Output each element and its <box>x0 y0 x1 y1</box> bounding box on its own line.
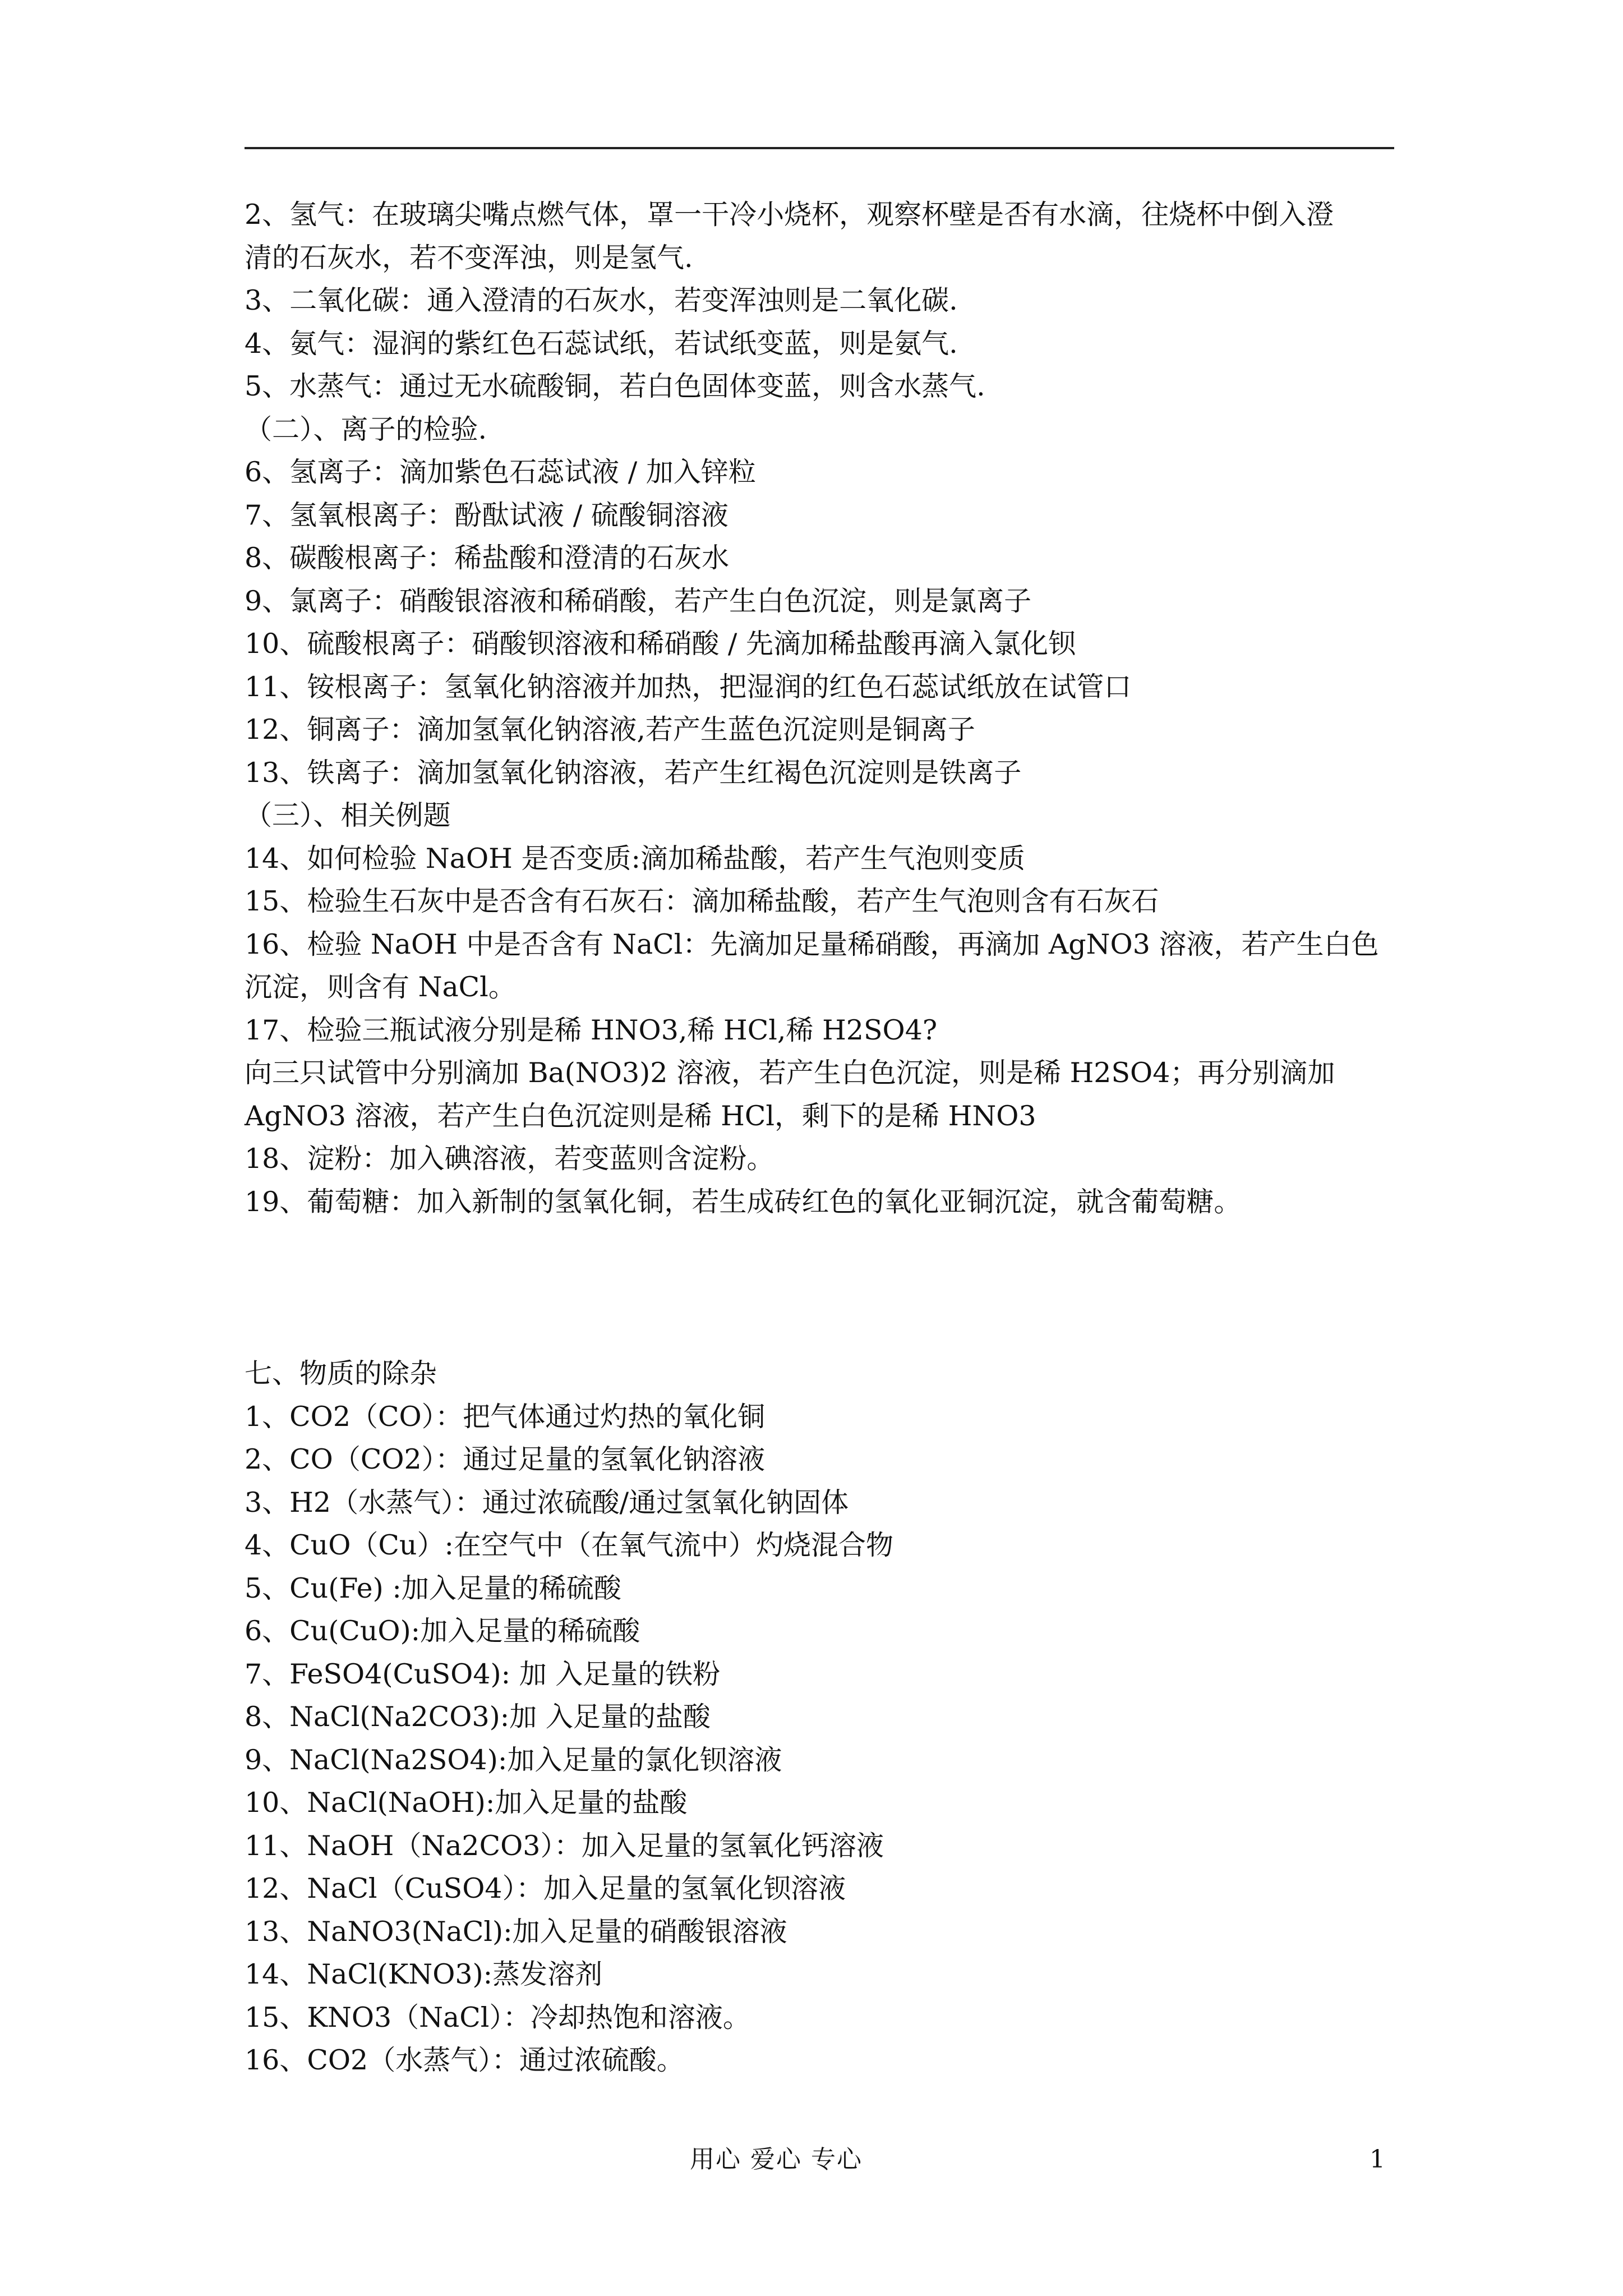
text-line: 15、检验生石灰中是否含有石灰石：滴加稀盐酸，若产生气泡则含有石灰石 <box>245 885 1159 917</box>
text-line: 14、如何检验 NaOH 是否变质:滴加稀盐酸，若产生气泡则变质 <box>245 842 1026 875</box>
text-line: 7、FeSO4(CuSO4): 加 入足量的铁粉 <box>245 1658 721 1690</box>
text-line: 6、Cu(CuO):加入足量的稀硫酸 <box>245 1615 640 1647</box>
text-line: 12、NaCl（CuSO4）：加入足量的氢氧化钡溶液 <box>245 1872 846 1904</box>
section-detection <box>245 194 1394 1223</box>
text-line: 沉淀，则含有 NaCl。 <box>245 971 516 1003</box>
text-line: 11、铵根离子：氢氧化钠溶液并加热，把湿润的红色石蕊试纸放在试管口 <box>245 670 1132 703</box>
text-line: 13、NaNO3(NaCl):加入足量的硝酸银溶液 <box>245 1915 787 1948</box>
text-line: 16、检验 NaOH 中是否含有 NaCl：先滴加足量稀硝酸，再滴加 AgNO3 溶液，若产生白色 <box>245 928 1379 960</box>
text-line: 8、碳酸根离子：稀盐酸和澄清的石灰水 <box>245 542 730 574</box>
text-line: 5、水蒸气：通过无水硫酸铜，若白色固体变蓝，则含水蒸气. <box>245 370 985 402</box>
text-line: AgNO3 溶液，若产生白色沉淀则是稀 HCl，剩下的是稀 HNO3 <box>245 1099 1036 1132</box>
text-line: 3、二氧化碳：通入澄清的石灰水，若变浑浊则是二氧化碳. <box>245 284 958 316</box>
section-gap <box>245 1223 1394 1352</box>
text-line: 14、NaCl(KNO3):蒸发溶剂 <box>245 1958 603 1990</box>
text-line: 12、铜离子：滴加氢氧化钠溶液,若产生蓝色沉淀则是铜离子 <box>245 714 975 746</box>
text-line: 10、硫酸根离子：硝酸钡溶液和稀硝酸 / 先滴加稀盐酸再滴入氯化钡 <box>245 628 1076 660</box>
page-number: 1 <box>1370 2145 1385 2174</box>
document-body <box>245 194 1394 2082</box>
header-rule <box>245 147 1394 149</box>
section-impurity-removal <box>245 1352 1394 2082</box>
section-title: 七、物质的除杂 <box>245 1358 437 1389</box>
text-line: 2、CO（CO2）：通过足量的氢氧化钠溶液 <box>245 1443 766 1475</box>
text-line: 8、NaCl(Na2CO3):加 入足量的盐酸 <box>245 1701 711 1733</box>
text-line: 7、氢氧根离子：酚酞试液 / 硫酸铜溶液 <box>245 499 728 531</box>
text-line: 1、CO2（CO）：把气体通过灼热的氧化铜 <box>245 1400 766 1433</box>
text-line: 5、Cu(Fe) :加入足量的稀硫酸 <box>245 1572 621 1604</box>
text-line: 2、氢气：在玻璃尖嘴点燃气体，罩一干冷小烧杯，观察杯壁是否有水滴，往烧杯中倒入澄 <box>245 199 1334 231</box>
subsection-heading: （三）、相关例题 <box>245 799 451 831</box>
text-line: 18、淀粉：加入碘溶液，若变蓝则含淀粉。 <box>245 1143 774 1175</box>
subsection-heading: （二）、离子的检验. <box>245 413 487 445</box>
text-line: 16、CO2（水蒸气）：通过浓硫酸。 <box>245 2044 684 2076</box>
text-line: 向三只试管中分别滴加 Ba(NO3)2 溶液，若产生白色沉淀，则是稀 H2SO4；再分别滴加 <box>245 1057 1335 1089</box>
text-line: 11、NaOH（Na2CO3）：加入足量的氢氧化钙溶液 <box>245 1829 884 1862</box>
text-line: 13、铁离子：滴加氢氧化钠溶液，若产生红褐色沉淀则是铁离子 <box>245 756 1022 789</box>
footer-slogan: 用心 爱心 专心 <box>690 2145 863 2174</box>
text-line: 清的石灰水，若不变浑浊，则是氢气. <box>245 241 693 274</box>
text-line: 17、检验三瓶试液分别是稀 HNO3,稀 HCl,稀 H2SO4? <box>245 1014 938 1046</box>
text-line: 9、NaCl(Na2SO4):加入足量的氯化钡溶液 <box>245 1743 782 1776</box>
text-line: 15、KNO3（NaCl）：冷却热饱和溶液。 <box>245 2001 750 2033</box>
text-line: 6、氢离子：滴加紫色石蕊试液 / 加入锌粒 <box>245 456 756 488</box>
text-line: 4、CuO（Cu）:在空气中（在氧气流中）灼烧混合物 <box>245 1529 893 1561</box>
text-line: 10、NaCl(NaOH):加入足量的盐酸 <box>245 1787 688 1819</box>
text-line: 19、葡萄糖：加入新制的氢氧化铜，若生成砖红色的氧化亚铜沉淀，就含葡萄糖。 <box>245 1185 1242 1218</box>
text-line: 9、氯离子：硝酸银溶液和稀硝酸，若产生白色沉淀，则是氯离子 <box>245 585 1032 617</box>
text-line: 4、氨气：湿润的紫红色石蕊试纸，若试纸变蓝，则是氨气. <box>245 327 958 360</box>
text-line: 3、H2（水蒸气）：通过浓硫酸/通过氢氧化钠固体 <box>245 1486 849 1519</box>
